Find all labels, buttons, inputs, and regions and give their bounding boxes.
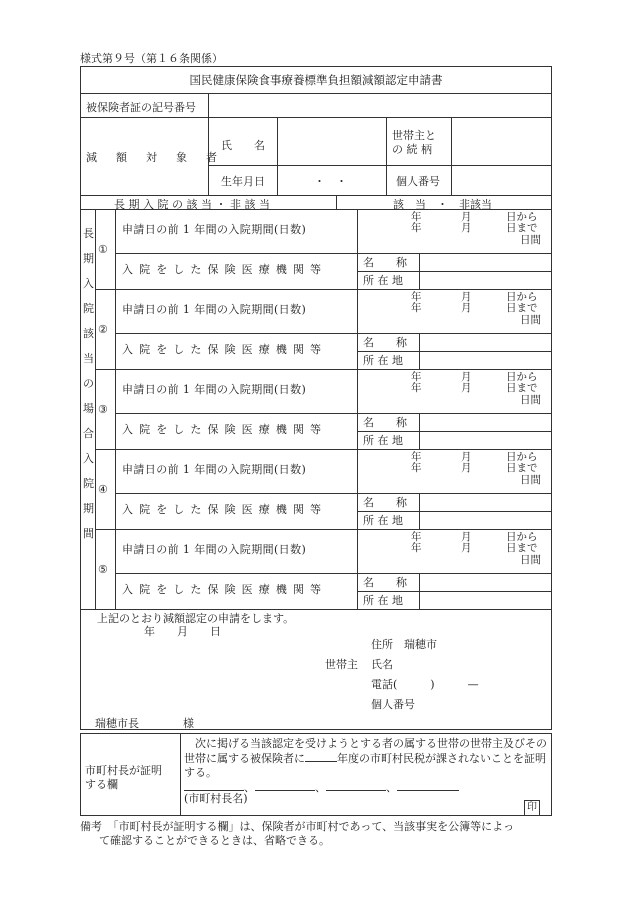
side-label-char: 期 — [83, 502, 94, 515]
application-date[interactable]: 年 月 日 — [144, 625, 221, 638]
side-label-char: 間 — [83, 527, 94, 540]
relation-field[interactable] — [452, 118, 551, 165]
period-label: 申請日の前 1 年間の入院期間(日数) — [122, 223, 307, 236]
side-label-char: 長 — [83, 227, 94, 240]
applicant-name[interactable]: 氏名 — [371, 658, 393, 671]
mayor-name-lines[interactable]: 、 、 、 — [184, 780, 459, 794]
hospital-address-field[interactable] — [420, 352, 551, 369]
hospital-name-label: 名 称 — [363, 256, 407, 269]
addressee: 瑞穂市長 様 — [95, 717, 194, 730]
note-line-2: て確認することができるときは、省略できる。 — [99, 834, 330, 847]
name-label: 氏 名 — [221, 139, 265, 152]
hospital-address-label: 所 在 地 — [363, 594, 403, 607]
personal-number-label: 個人番号 — [396, 175, 440, 188]
insurance-number-label: 被保険者証の記号番号 — [86, 101, 196, 114]
period-label: 申請日の前 1 年間の入院期間(日数) — [122, 543, 307, 556]
hospital-name-label: 名 称 — [363, 336, 407, 349]
hospital-address-field[interactable] — [420, 272, 551, 289]
hospital-label: 入 院 を し た 保 険 医 療 機 関 等 — [122, 263, 323, 276]
insurance-number-field[interactable] — [209, 94, 551, 117]
side-label-char: 当 — [83, 352, 94, 365]
applicant-phone[interactable]: 電話( ) — — [371, 678, 479, 691]
hospital-label: 入 院 を し た 保 険 医 療 機 関 等 — [122, 343, 323, 356]
side-label-char: 入 — [83, 277, 94, 290]
hospital-name-field[interactable] — [420, 494, 551, 511]
side-label-char: 院 — [83, 477, 94, 490]
hospital-name-field[interactable] — [420, 334, 551, 351]
birth-date-field[interactable] — [278, 166, 385, 195]
application-statement: 上記のとおり減額認定の申請をします。 — [97, 612, 295, 625]
side-label-char: 期 — [83, 252, 94, 265]
side-label-char: 該 — [83, 327, 94, 340]
side-label-char: の — [83, 377, 94, 390]
hospital-address-field[interactable] — [420, 512, 551, 529]
long-stay-label: 長 期 入 院 の 該 当 ・ 非 該 当 — [114, 198, 270, 211]
hospital-address-label: 所 在 地 — [363, 434, 403, 447]
note-line-1: 備考 「市町村長が証明する欄」は、保険者が市町村であって、当該事実を公簿等によっ — [80, 820, 515, 833]
hospital-name-field[interactable] — [420, 414, 551, 431]
side-label-char: 院 — [83, 302, 94, 315]
period-field[interactable]: 年 月 日から 年 月 日まで 日間 — [411, 211, 541, 246]
name-field[interactable] — [278, 118, 385, 165]
period-field[interactable]: 年 月 日から 年 月 日まで 日間 — [411, 291, 541, 326]
certification-label-1: 市町村長が証明 — [85, 764, 162, 777]
hospital-address-label: 所 在 地 — [363, 354, 403, 367]
hospital-address-label: 所 在 地 — [363, 274, 403, 287]
period-field[interactable]: 年 月 日から 年 月 日まで 日間 — [411, 451, 541, 486]
hospital-name-label: 名 称 — [363, 576, 407, 589]
certification-text — [184, 737, 548, 780]
mayor-name-label: (市町村長名) — [184, 792, 248, 805]
hospital-address-field[interactable] — [420, 432, 551, 449]
long-stay-choice[interactable]: 該 当 ・ 非該当 — [393, 198, 492, 211]
period-label: 申請日の前 1 年間の入院期間(日数) — [122, 463, 307, 476]
birth-date-label: 生年月日 — [221, 175, 265, 188]
hospital-name-field[interactable] — [420, 254, 551, 271]
personal-number-field[interactable] — [452, 166, 551, 195]
mayor-certification-box — [80, 733, 552, 816]
hospital-name-field[interactable] — [420, 574, 551, 591]
relation-label-2: の 続 柄 — [392, 143, 432, 156]
certification-text-2: 年度の市町村民税が課されないことを証明する。 — [184, 752, 546, 779]
hospital-name-label: 名 称 — [363, 496, 407, 509]
hospital-name-label: 名 称 — [363, 416, 407, 429]
birth-date-separator: ・ ・ — [314, 175, 347, 188]
period-label: 申請日の前 1 年間の入院期間(日数) — [122, 303, 307, 316]
hospital-address-label: 所 在 地 — [363, 514, 403, 527]
period-label: 申請日の前 1 年間の入院期間(日数) — [122, 383, 307, 396]
entry-number: ⑤ — [98, 563, 108, 576]
period-field[interactable]: 年 月 日から 年 月 日まで 日間 — [411, 531, 541, 566]
hospital-label: 入 院 を し た 保 険 医 療 機 関 等 — [122, 503, 323, 516]
entry-number: ① — [98, 243, 108, 256]
year-blank[interactable] — [305, 751, 337, 762]
form-title: 国民健康保険食事療養標準負担額減額認定申請書 — [189, 73, 443, 87]
certification-label-2: する欄 — [85, 778, 118, 791]
certification-text-1: 次に掲げる当該認定を受けようとする者の属する世帯の世帯主及びその世帯に属する被保険者に — [184, 737, 547, 765]
entry-number: ③ — [98, 403, 108, 416]
target-person-label: 減 額 対 象 者 — [86, 151, 221, 164]
entry-number: ④ — [98, 483, 108, 496]
entry-number: ② — [98, 323, 108, 336]
applicant-personal-number[interactable]: 個人番号 — [371, 698, 415, 711]
applicant-address[interactable]: 住所 瑞穂市 — [371, 638, 437, 651]
household-head-label: 世帯主 — [325, 658, 358, 671]
application-form — [80, 66, 552, 730]
side-label-char: 合 — [83, 427, 94, 440]
period-field[interactable]: 年 月 日から 年 月 日まで 日間 — [411, 371, 541, 406]
hospital-label: 入 院 を し た 保 険 医 療 機 関 等 — [122, 423, 323, 436]
hospital-label: 入 院 を し た 保 険 医 療 機 関 等 — [122, 583, 323, 596]
form-number: 様式第９号（第１６条関係） — [80, 52, 223, 65]
hospital-address-field[interactable] — [420, 592, 551, 609]
side-label-char: 場 — [83, 402, 94, 415]
seal-mark: 印 — [524, 800, 540, 816]
relation-label-1: 世帯主と — [392, 129, 436, 142]
side-label-char: 入 — [83, 452, 94, 465]
